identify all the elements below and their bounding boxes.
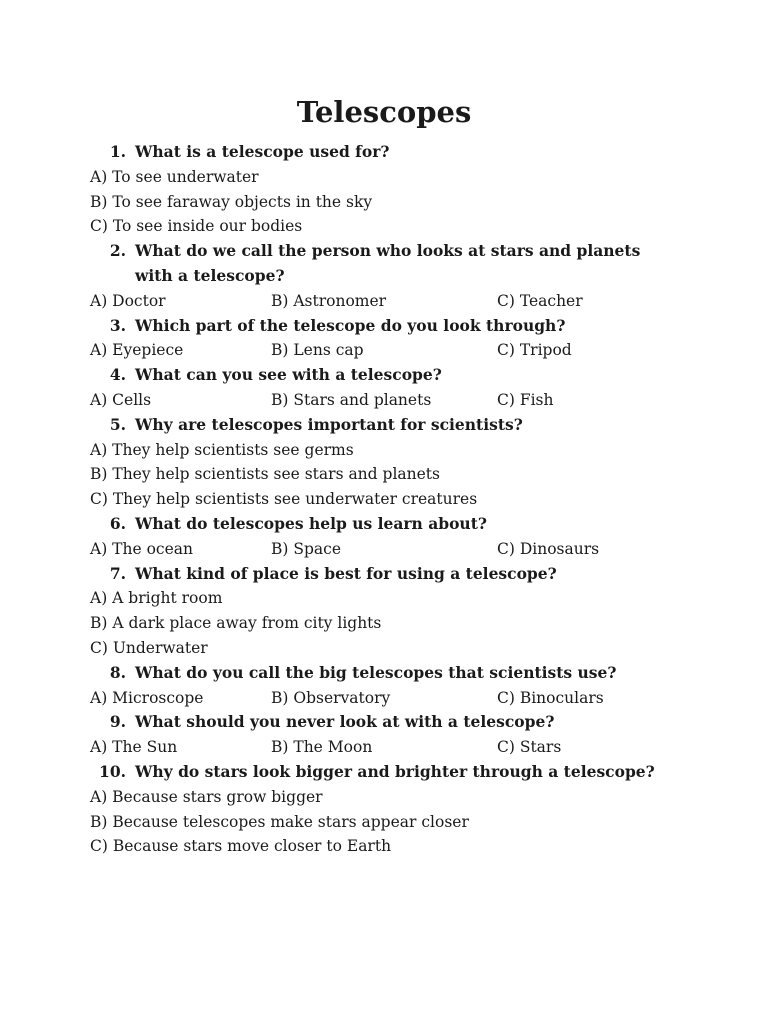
question-number: 7. bbox=[109, 563, 126, 583]
answer-option: C) Tripod bbox=[497, 341, 572, 360]
answer-option: B) Because telescopes make stars appear closer bbox=[90, 812, 469, 831]
question-text: What should you never look at with a telescope? bbox=[135, 712, 555, 732]
answer-row bbox=[90, 686, 690, 711]
answer-option: B) They help scientists see stars and planets bbox=[90, 465, 440, 484]
answer-row bbox=[90, 289, 690, 314]
answer-option: A) Cells bbox=[90, 390, 152, 409]
answer-option: C) Teacher bbox=[497, 291, 583, 310]
question-number: 10. bbox=[99, 761, 126, 781]
answer-row bbox=[90, 388, 690, 413]
answer-option: C) Binoculars bbox=[497, 688, 604, 707]
question-number: 1. bbox=[109, 142, 126, 161]
question-number: 4. bbox=[109, 365, 126, 385]
question-4 bbox=[90, 363, 655, 388]
question-text: What kind of place is best for using a telescope? bbox=[135, 563, 557, 583]
answer-option: C) Fish bbox=[497, 390, 554, 409]
answer-option: A) To see underwater bbox=[90, 167, 259, 186]
answer-option: B) The Moon bbox=[271, 738, 373, 757]
question-text: What is a telescope used for? bbox=[135, 142, 390, 161]
answer-option: A) The ocean bbox=[90, 539, 193, 558]
answer-option: C) To see inside our bodies bbox=[90, 217, 303, 236]
answer-row bbox=[90, 537, 690, 562]
question-5 bbox=[90, 413, 655, 438]
question-number: 3. bbox=[109, 315, 126, 335]
question-6 bbox=[90, 512, 655, 537]
page-title: Telescopes bbox=[296, 95, 472, 129]
question-text: Why do stars look bigger and brighter through a telescope? bbox=[135, 761, 655, 781]
answer-row bbox=[90, 338, 690, 363]
question-3 bbox=[90, 314, 655, 339]
answer-row bbox=[90, 735, 690, 760]
answer-option: C) Underwater bbox=[90, 638, 208, 657]
answer-option: A) A bright room bbox=[90, 589, 223, 608]
answer-option: A) Because stars grow bigger bbox=[90, 787, 323, 806]
question-number: 6. bbox=[109, 513, 126, 533]
answer-option: A) Eyepiece bbox=[90, 341, 184, 360]
question-text: Why are telescopes important for scientists? bbox=[135, 414, 523, 434]
answer-option: B) A dark place away from city lights bbox=[90, 614, 382, 633]
question-text: What do we call the person who looks at stars and planets with a telescope? bbox=[135, 241, 641, 285]
question-number: 9. bbox=[109, 712, 126, 732]
question-9 bbox=[90, 710, 655, 735]
answer-option: C) They help scientists see underwater creatures bbox=[90, 490, 478, 509]
question-text: Which part of the telescope do you look through? bbox=[135, 315, 566, 335]
answer-option: C) Dinosaurs bbox=[497, 539, 600, 558]
answer-option: B) Astronomer bbox=[271, 291, 387, 310]
question-text: What do you call the big telescopes that scientists use? bbox=[135, 662, 617, 682]
question-number: 5. bbox=[109, 414, 126, 434]
answer-option: A) The Sun bbox=[90, 738, 178, 757]
question-7 bbox=[90, 562, 655, 587]
answer-option: B) To see faraway objects in the sky bbox=[90, 192, 373, 211]
answer-option: C) Because stars move closer to Earth bbox=[90, 837, 392, 856]
question-10 bbox=[90, 760, 655, 785]
answer-option: A) They help scientists see germs bbox=[90, 440, 354, 459]
worksheet-page bbox=[90, 92, 690, 859]
question-number: 2. bbox=[109, 241, 126, 261]
question-text: What can you see with a telescope? bbox=[135, 365, 442, 385]
question-8 bbox=[90, 661, 655, 686]
answer-option: B) Observatory bbox=[271, 688, 391, 707]
answer-option: A) Doctor bbox=[90, 291, 166, 310]
answer-option: B) Lens cap bbox=[271, 341, 364, 360]
answer-option: C) Stars bbox=[497, 738, 562, 757]
answer-option: A) Microscope bbox=[90, 688, 204, 707]
question-2 bbox=[90, 239, 655, 289]
question-1 bbox=[90, 140, 655, 165]
question-number: 8. bbox=[109, 662, 126, 682]
answer-option: B) Stars and planets bbox=[271, 390, 432, 409]
question-text: What do telescopes help us learn about? bbox=[135, 513, 487, 533]
answer-option: B) Space bbox=[271, 539, 341, 558]
